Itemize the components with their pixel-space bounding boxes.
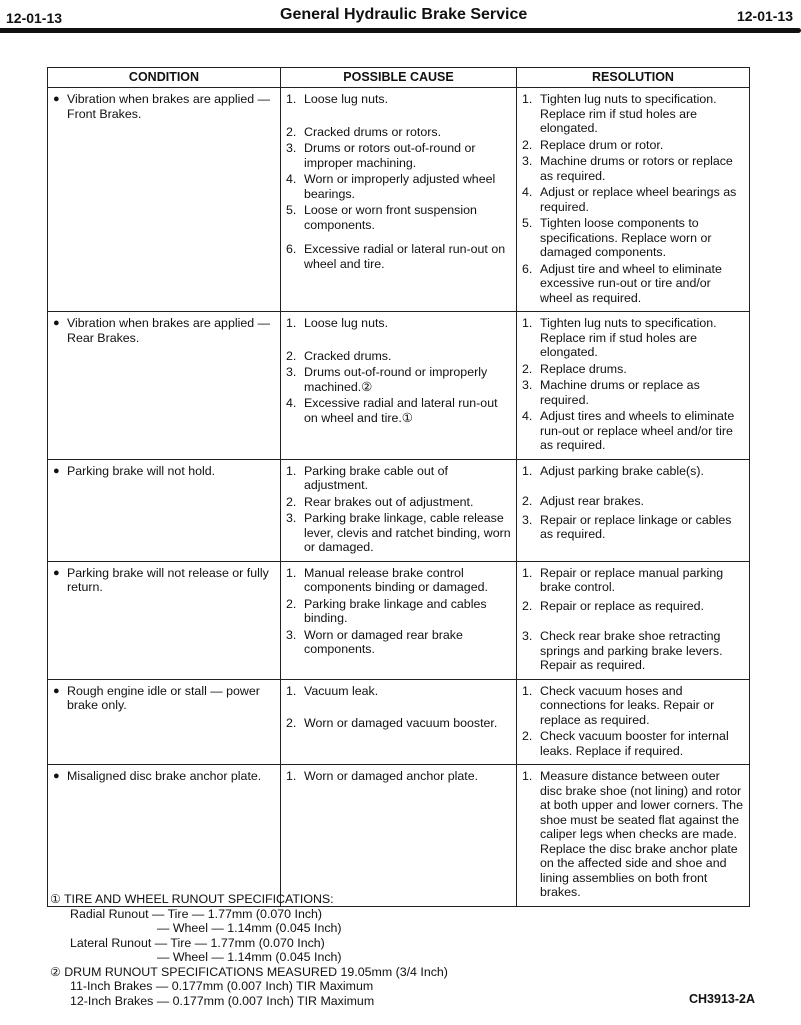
resolution-item [522, 409, 744, 453]
resolution-number: 1. [522, 683, 533, 698]
cause-number: 2. [286, 494, 297, 509]
resolution-number: 3. [522, 154, 533, 168]
cause-text: Worn or damaged anchor plate. [304, 769, 479, 783]
cause-item [286, 92, 511, 107]
resolution-item [522, 216, 744, 260]
cause-cell [281, 88, 517, 312]
resolution-list [522, 566, 744, 673]
cause-item [286, 566, 511, 595]
cause-list [286, 769, 511, 784]
cause-cell [281, 765, 517, 907]
resolution-text: Tighten lug nuts to specification. Replace rim if stud holes are elongated. [540, 316, 717, 359]
condition-text: Parking brake will not hold. [67, 463, 216, 478]
resolution-number: 3. [522, 512, 533, 527]
resolution-item [522, 92, 744, 136]
resolution-text: Adjust rear brakes. [540, 494, 644, 508]
cause-list [286, 92, 511, 271]
resolution-text: Adjust or replace wheel bearings as required. [540, 185, 737, 214]
cause-number: 2. [286, 124, 297, 139]
bullet-icon: ● [53, 93, 60, 105]
cause-text: Loose lug nuts. [304, 92, 389, 106]
footnote-2-line: 11-Inch Brakes — 0.177mm (0.007 Inch) TIR Maximum [70, 979, 374, 993]
table-body [48, 88, 750, 907]
resolution-text: Repair or replace manual parking brake control. [540, 565, 724, 594]
cause-text: Rear brakes out of adjustment. [304, 494, 474, 509]
bullet-icon: ● [53, 464, 60, 477]
cause-text: Cracked drums. [304, 348, 392, 363]
resolution-list [522, 769, 744, 900]
cause-number: 6. [286, 242, 297, 256]
footnote-2-title-line [50, 965, 448, 980]
cause-list [286, 316, 511, 425]
cause-cell [281, 459, 517, 561]
footnote-1-line: — Wheel — 1.14mm (0.045 Inch) [157, 950, 342, 964]
resolution-list [522, 464, 744, 542]
resolution-item [522, 154, 744, 183]
cause-number: 3. [286, 627, 297, 642]
cause-cell [281, 312, 517, 460]
condition-entry [53, 566, 275, 595]
diagnosis-table [47, 67, 750, 907]
condition-entry [53, 316, 275, 345]
cause-item [286, 316, 511, 331]
table-row [48, 561, 750, 679]
resolution-cell [517, 312, 750, 460]
cause-item [286, 716, 511, 731]
condition-text: Rough engine idle or stall — power brake only. [67, 683, 260, 712]
resolution-number: 2. [522, 137, 533, 152]
cause-text: Parking brake linkage and cables binding. [304, 596, 487, 625]
cause-text: Vacuum leak. [304, 683, 379, 698]
resolution-list [522, 92, 744, 305]
resolution-cell [517, 88, 750, 312]
condition-cell [48, 679, 281, 765]
resolution-item [522, 629, 744, 673]
cause-item [286, 242, 511, 271]
resolution-text: Repair or replace as required. [540, 598, 704, 613]
resolution-number: 2. [522, 494, 533, 508]
condition-text: Vibration when brakes are applied — Rear Brakes. [67, 316, 270, 345]
cause-text: Worn or damaged rear brake components. [304, 627, 463, 656]
cause-item [286, 597, 511, 626]
cause-item [286, 203, 511, 232]
condition-cell [48, 88, 281, 312]
resolution-number: 4. [522, 185, 533, 199]
resolution-cell [517, 561, 750, 679]
cause-number: 5. [286, 203, 297, 217]
condition-cell [48, 765, 281, 907]
cause-number: 1. [286, 463, 297, 478]
condition-text: Parking brake will not release or fully return. [67, 565, 269, 594]
cause-item [286, 684, 511, 699]
resolution-text: Replace drums. [540, 361, 627, 376]
cause-text: Worn or improperly adjusted wheel bearings. [304, 172, 496, 201]
cause-number: 3. [286, 365, 297, 379]
table-row [48, 679, 750, 765]
footnotes [50, 892, 448, 1008]
resolution-list [522, 684, 744, 759]
resolution-number: 3. [522, 378, 533, 392]
cause-text: Excessive radial or lateral run-out on wheel and tire. [304, 242, 506, 271]
resolution-text: Check vacuum booster for internal leaks. Replace if required. [540, 729, 729, 758]
resolution-number: 2. [522, 729, 533, 743]
resolution-text: Tighten loose components to specifications. Replace worn or damaged components. [540, 216, 712, 259]
resolution-number: 2. [522, 361, 533, 376]
resolution-item [522, 316, 744, 360]
resolution-item [522, 599, 744, 614]
footnote-1-title: TIRE AND WHEEL RUNOUT SPECIFICATIONS: [63, 892, 334, 906]
resolution-item [522, 464, 744, 479]
resolution-text: Measure distance between outer disc brake shoe (not lining) and rotor at both upper and lower corners. The shoe must be seated flat against the caliper legs when checks are made. Replace the disc brake anchor plate on the affected side and shoe and lining assemblies on both front brakes. [540, 769, 743, 899]
resolution-item [522, 138, 744, 153]
resolution-text: Machine drums or replace as required. [540, 378, 700, 407]
resolution-number: 2. [522, 598, 533, 613]
footnote-1-marker: ① [50, 892, 61, 906]
footnote-1-title-line [50, 892, 448, 907]
condition-text: Misaligned disc brake anchor plate. [67, 769, 262, 783]
cause-item [286, 628, 511, 657]
cause-item [286, 125, 511, 140]
resolution-text: Check vacuum hoses and connections for leaks. Repair or replace as required. [540, 683, 715, 727]
cause-number: 1. [286, 683, 297, 698]
cause-item [286, 511, 511, 555]
cause-number: 4. [286, 396, 297, 410]
condition-entry [53, 769, 275, 784]
footnote-2-line: 12-Inch Brakes — 0.177mm (0.007 Inch) TIR Maximum [70, 993, 375, 1008]
cause-list [286, 566, 511, 657]
column-header-cause: POSSIBLE CAUSE [281, 68, 517, 88]
bullet-icon: ● [53, 317, 60, 329]
resolution-list [522, 316, 744, 453]
cause-item [286, 365, 511, 394]
resolution-text: Adjust tires and wheels to eliminate run-out or replace wheel and/or tire as required. [540, 409, 735, 452]
cause-item [286, 495, 511, 510]
cause-number: 3. [286, 141, 297, 155]
table-row [48, 88, 750, 312]
footnote-2-marker: ② [50, 964, 61, 979]
condition-cell [48, 459, 281, 561]
cause-text: Cracked drums or rotors. [304, 124, 442, 139]
page-number-right: 12-01-13 [736, 8, 793, 24]
cause-number: 2. [286, 596, 297, 611]
resolution-number: 1. [522, 565, 533, 580]
resolution-text: Adjust tire and wheel to eliminate excessive run-out or tire and/or wheel as required. [540, 261, 722, 305]
cause-text: Loose lug nuts. [304, 316, 389, 330]
footnote-1-line: Radial Runout — Tire — 1.77mm (0.070 Inch) [70, 906, 323, 921]
resolution-text: Check rear brake shoe retracting springs and parking brake levers. Repair as required. [540, 629, 723, 672]
page-title: General Hydraulic Brake Service [280, 6, 528, 23]
resolution-item [522, 729, 744, 758]
resolution-item [522, 185, 744, 214]
resolution-number: 1. [522, 769, 533, 783]
resolution-item [522, 378, 744, 407]
condition-entry [53, 92, 275, 121]
footnote-2-title: DRUM RUNOUT SPECIFICATIONS MEASURED 19.05mm (3/4 Inch) [64, 964, 448, 979]
bullet-icon: ● [53, 770, 60, 782]
cause-cell [281, 679, 517, 765]
cause-text: Manual release brake control components binding or damaged. [304, 565, 488, 594]
cause-text: Worn or damaged vacuum booster. [304, 716, 498, 730]
header-rule [0, 28, 801, 33]
cause-number: 1. [286, 769, 297, 783]
resolution-cell [517, 459, 750, 561]
cause-number: 1. [286, 565, 297, 580]
footnote-1-line: Lateral Runout — Tire — 1.77mm (0.070 Inch) [70, 935, 325, 950]
condition-entry [53, 684, 275, 713]
cause-number: 1. [286, 92, 297, 106]
column-header-resolution: RESOLUTION [517, 68, 750, 88]
condition-entry [53, 464, 275, 479]
cause-text: Parking brake cable out of adjustment. [304, 463, 448, 492]
resolution-text: Repair or replace linkage or cables as required. [540, 512, 732, 541]
table-row [48, 459, 750, 561]
resolution-text: Replace drum or rotor. [540, 137, 664, 152]
cause-list [286, 684, 511, 731]
cause-text: Parking brake linkage, cable release lever, clevis and ratchet binding, worn or damaged. [304, 511, 511, 554]
page-number-left: 12-01-13 [6, 10, 63, 26]
resolution-number: 4. [522, 409, 533, 423]
cause-item [286, 396, 511, 425]
cause-number: 1. [286, 316, 297, 330]
table-row [48, 765, 750, 907]
table-header-row [48, 68, 750, 88]
resolution-item [522, 684, 744, 728]
resolution-number: 1. [522, 92, 533, 106]
table-row [48, 312, 750, 460]
cause-item [286, 141, 511, 170]
resolution-item [522, 769, 744, 900]
cause-item [286, 349, 511, 364]
condition-cell [48, 312, 281, 460]
condition-cell [48, 561, 281, 679]
resolution-number: 6. [522, 261, 533, 276]
cause-text: Drums or rotors out-of-round or improper machining. [304, 141, 476, 170]
figure-code: CH3913-2A [688, 992, 755, 1006]
resolution-item [522, 262, 744, 306]
condition-text: Vibration when brakes are applied — Front Brakes. [67, 92, 270, 121]
column-header-condition: CONDITION [48, 68, 281, 88]
bullet-icon: ● [53, 566, 60, 579]
page-header [0, 6, 801, 28]
cause-item [286, 464, 511, 493]
cause-number: 2. [286, 716, 297, 730]
bullet-icon: ● [53, 684, 60, 697]
resolution-number: 3. [522, 629, 533, 643]
resolution-number: 1. [522, 463, 533, 478]
cause-item [286, 172, 511, 201]
resolution-text: Tighten lug nuts to specification. Replace rim if stud holes are elongated. [540, 92, 717, 135]
resolution-item [522, 494, 744, 509]
cause-item [286, 769, 511, 784]
resolution-cell [517, 765, 750, 907]
resolution-cell [517, 679, 750, 765]
resolution-text: Machine drums or rotors or replace as required. [540, 154, 733, 183]
cause-number: 3. [286, 511, 297, 525]
resolution-item [522, 362, 744, 377]
cause-cell [281, 561, 517, 679]
resolution-item [522, 513, 744, 542]
cause-number: 2. [286, 348, 297, 363]
resolution-number: 5. [522, 216, 533, 230]
resolution-item [522, 566, 744, 595]
resolution-number: 1. [522, 316, 533, 330]
cause-text: Excessive radial and lateral run-out on wheel and tire.① [304, 396, 498, 425]
cause-text: Drums out-of-round or improperly machined.② [304, 365, 488, 394]
cause-number: 4. [286, 172, 297, 186]
resolution-text: Adjust parking brake cable(s). [540, 463, 704, 478]
cause-list [286, 464, 511, 555]
footnote-1-line: — Wheel — 1.14mm (0.045 Inch) [157, 921, 342, 935]
cause-text: Loose or worn front suspension components. [304, 203, 477, 232]
